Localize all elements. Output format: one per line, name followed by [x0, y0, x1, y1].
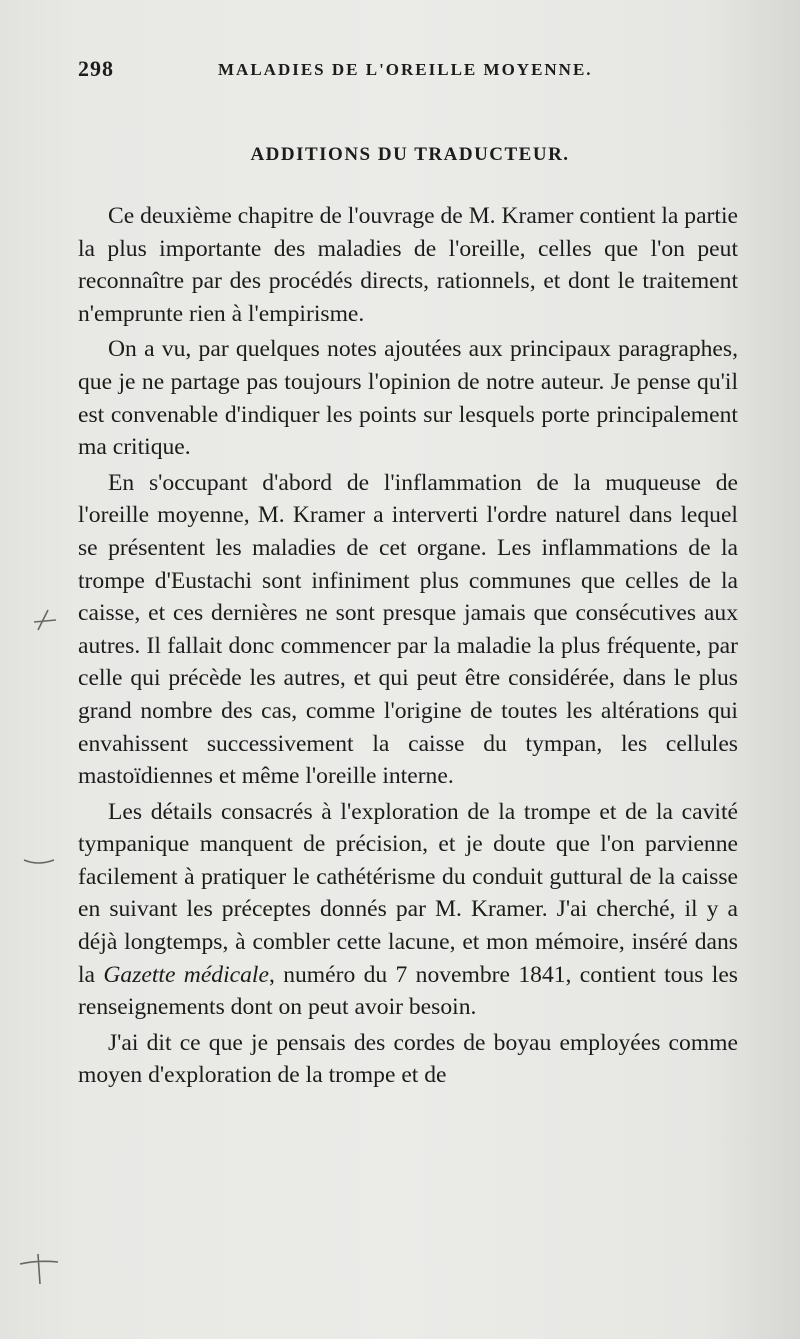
- paragraph-4: [78, 796, 738, 1024]
- running-head: MALADIES DE L'OREILLE MOYENNE.: [218, 60, 593, 79]
- page-number: 298: [78, 56, 114, 81]
- journal-title: Gazette médicale: [103, 961, 269, 988]
- section-title: ADDITIONS DU TRADUCTEUR.: [250, 144, 570, 165]
- paragraph-5: J'ai dit ce que je pensais des cordes de boyau employées comme moyen d'exploration de la trompe et de: [78, 1029, 738, 1089]
- margin-mark-cross: [16, 1248, 62, 1288]
- margin-mark-dash: [20, 852, 60, 872]
- paragraph-1: Ce deuxième chapitre de l'ouvrage de M. Kramer contient la partie la plus importante des maladies de l'oreille, celles que l'on peut reconnaître par des procédés directs, rationnels, et dont le traitement n'emprunte rien à l'empirisme.: [78, 203, 738, 327]
- page-header: [78, 56, 738, 86]
- paragraph-4-tail: , numéro du 7 novembre 1841, contient tous les renseignements dont on peut avoir besoin.: [78, 961, 738, 1021]
- body-text: [78, 200, 738, 1092]
- margin-mark-slash: [30, 604, 60, 634]
- paragraph-2: On a vu, par quelques notes ajoutées aux principaux paragraphes, que je ne partage pas toujours l'opinion de notre auteur. Je pense qu'il est convenable d'indiquer les points sur lesquels porte principalement ma critique.: [78, 336, 738, 461]
- paragraph-3: En s'occupant d'abord de l'inflammation de la muqueuse de l'oreille moyenne, M. Kramer a interverti l'ordre naturel dans lequel se présentent les maladies de cet organe. Les inflammations de la trompe d'Eustachi sont infiniment plus communes que celles de la caisse, et ces dernières ne sont presque jamais que consécutives aux autres. Il fallait donc commencer par la maladie la plus fréquente, par celle qui précède les autres, et qui peut être considérée, dans le plus grand nombre des cas, comme l'origine de toutes les altérations qui envahissent successivement la caisse du tympan, les cellules mastoïdiennes et même l'oreille interne.: [78, 469, 738, 790]
- paragraph-4-text: Les détails consacrés à l'exploration de la trompe et de la cavité tympanique manquent de précision, et je doute que l'on parvienne facilement à pratiquer le cathétérisme du conduit guttural de la caisse en suivant les préceptes donnés par M. Kramer. J'ai cherché, il y a déjà longtemps, à combler cette lacune, et mon mémoire, inséré dans la: [78, 798, 738, 988]
